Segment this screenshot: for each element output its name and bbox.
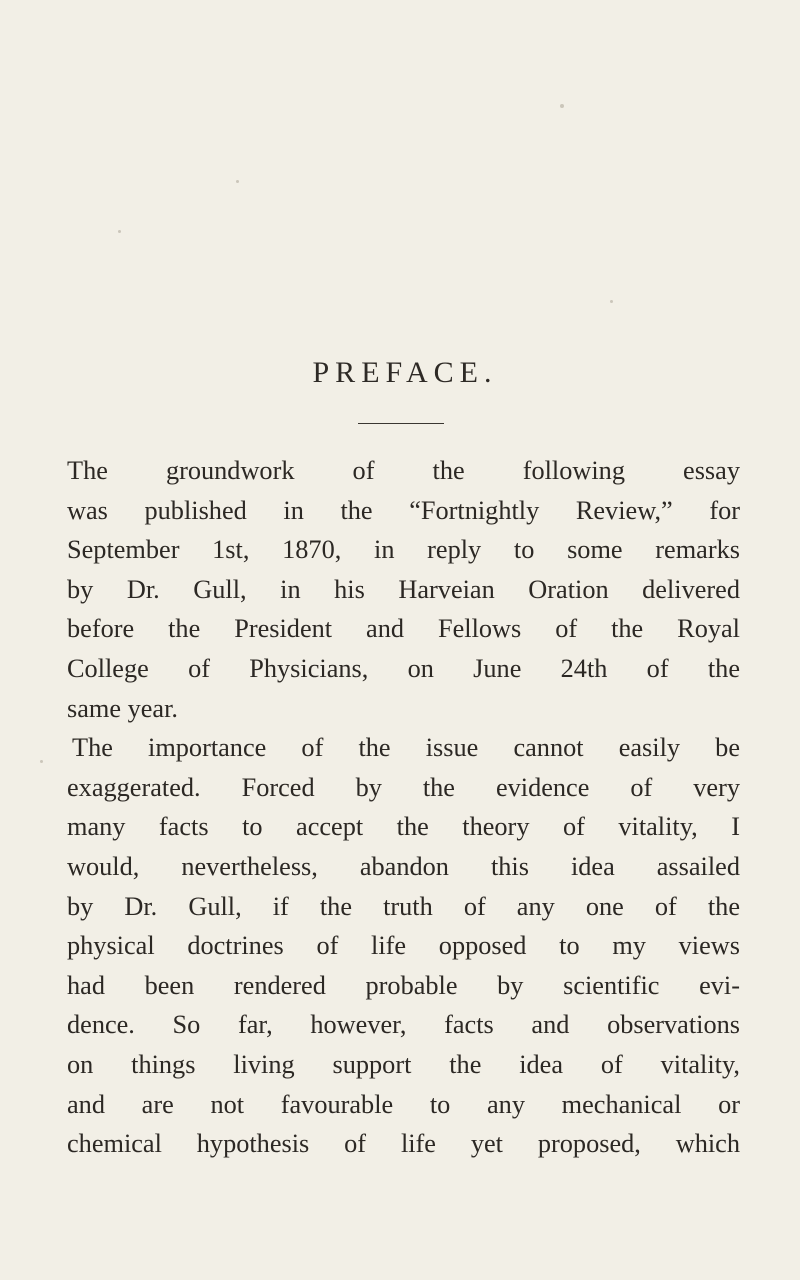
text-line: before the President and Fellows of the Royal [67,614,740,644]
page-title: PREFACE. [312,356,498,389]
text-line: same year. [67,693,178,723]
paragraph [67,728,740,1164]
text-line: on things living support the idea of vitality, [67,1049,740,1079]
text-line: exaggerated. Forced by the evidence of very [67,772,740,802]
paragraph [67,451,740,728]
text-line: many facts to accept the theory of vitality, I [67,812,740,842]
text-line: chemical hypothesis of life yet proposed, which [67,1129,740,1159]
text-line: The groundwork of the following essay [67,456,740,485]
text-line: by Dr. Gull, if the truth of any one of the [67,891,740,921]
text-line: and are not favourable to any mechanical or [67,1089,740,1119]
paper-speck [118,230,121,233]
paper-speck [610,300,613,303]
title-divider [358,423,444,424]
preface-body [67,451,740,1164]
paper-speck [560,104,564,108]
text-line: College of Physicians, on June 24th of the [67,653,740,683]
text-line: The importance of the issue cannot easily be [72,733,740,763]
text-line: physical doctrines of life opposed to my views [67,931,740,961]
paper-speck [40,760,43,763]
text-line: dence. So far, however, facts and observations [67,1010,740,1040]
paper-speck [236,180,239,183]
text-line: by Dr. Gull, in his Harveian Oration delivered [67,574,740,604]
text-line: would, nevertheless, abandon this idea assailed [67,851,740,881]
text-line: had been rendered probable by scientific evi- [67,970,740,1000]
text-line: was published in the “Fortnightly Review,” for [67,495,740,525]
text-line: September 1st, 1870, in reply to some remarks [67,535,740,565]
